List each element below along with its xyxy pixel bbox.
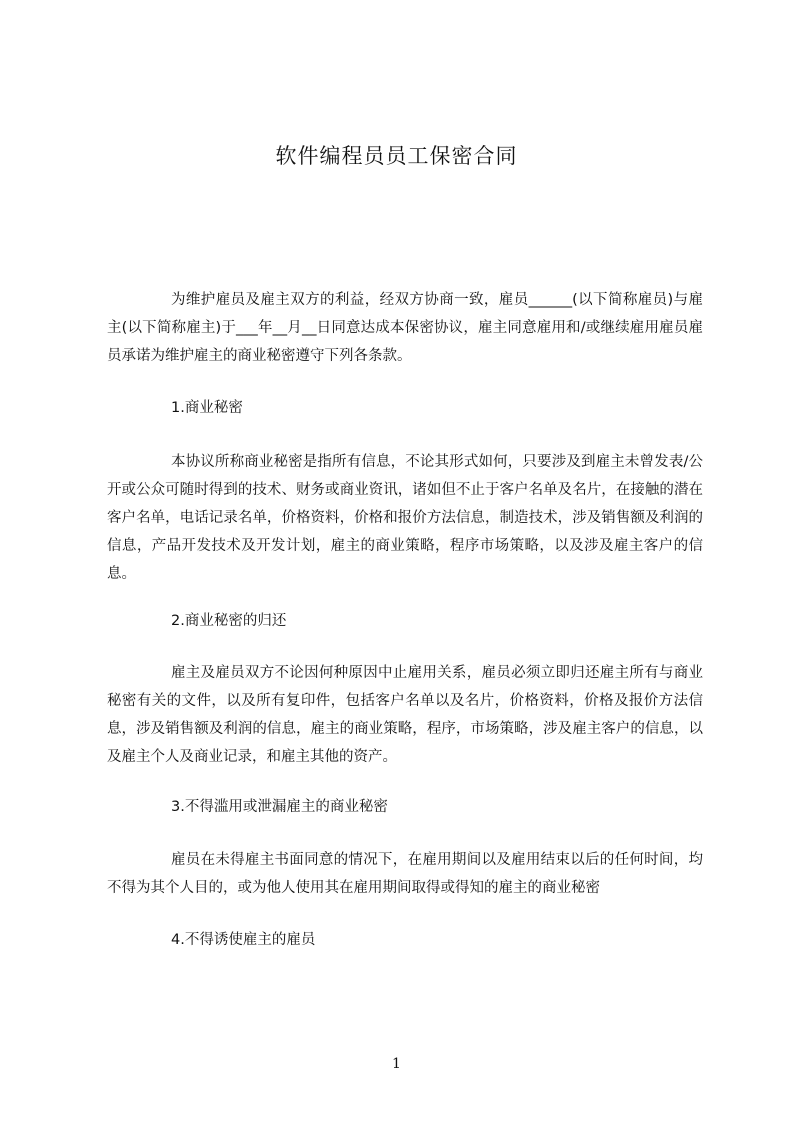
page-number: 1	[392, 1056, 401, 1072]
section-paragraph-no-misuse: 雇员在未得雇主书面同意的情况下，在雇用期间以及雇用结束以后的任何时间，均不得为其个人目的，或为他人使用其在雇用期间取得或得知的雇主的商业秘密	[107, 852, 703, 896]
section-heading-no-misuse: 3.不得滥用或泄漏雇主的商业秘密	[171, 799, 388, 815]
section-paragraph-trade-secret: 本协议所称商业秘密是指所有信息，不论其形式如何，只要涉及到雇主未曾发表/公开或公众可随时得到的技术、财务或商业资讯，诸如但不止于客户名单及名片，在接触的潜在客户名单，电话记录名单，价格资料，价格和报价方法信息，制造技术，涉及销售额及利润的信息，产品开发技术及开发计划，雇主的商业策略，程序市场策略，以及涉及雇主客户的信息。	[107, 454, 703, 582]
section-paragraph-return-of-secrets: 雇主及雇员双方不论因何种原因中止雇用关系，雇员必须立即归还雇主所有与商业秘密有关的文件，以及所有复印件，包括客户名单以及名片，价格资料，价格及报价方法信息，涉及销售额及利润的信息，雇主的商业策略，程序，市场策略，涉及雇主客户的信息，以及雇主个人及商业记录，和雇主其他的资产。	[107, 665, 703, 765]
section-heading-no-inducement: 4.不得诱使雇主的雇员	[171, 932, 316, 948]
intro-paragraph: 为维护雇员及雇主双方的利益，经双方协商一致，雇员______(以下简称雇员)与雇主(以下简称雇主)于___年__月__日同意达成本保密协议，雇主同意雇用和/或继续雇用雇员雇员承诺为维护雇主的商业秘密遵守下列各条款。	[107, 292, 703, 364]
document-title: 软件编程员员工保密合同	[275, 144, 518, 168]
section-heading-trade-secret: 1.商业秘密	[171, 400, 243, 416]
section-heading-return-of-secrets: 2.商业秘密的归还	[171, 613, 287, 629]
